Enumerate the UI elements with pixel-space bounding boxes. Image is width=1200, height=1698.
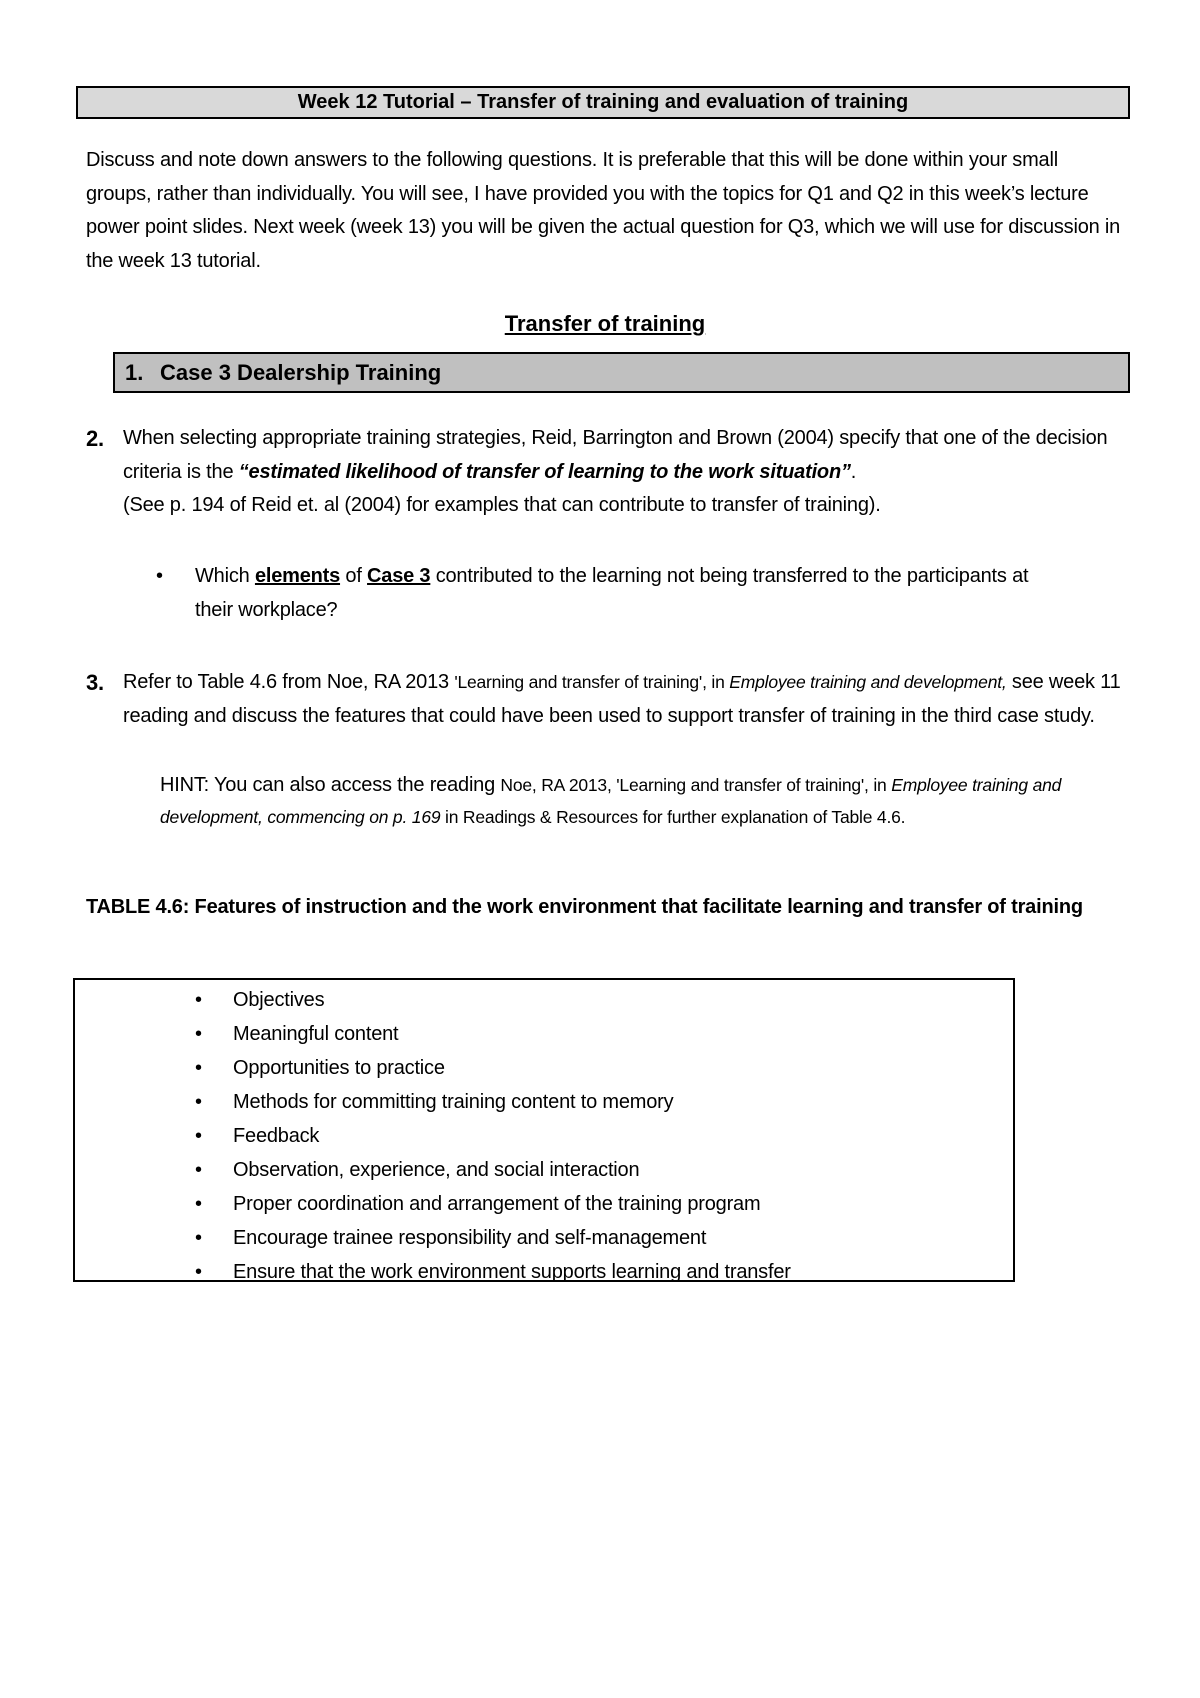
bullet-icon: • [195, 1057, 202, 1079]
list-item-text: Proper coordination and arrangement of the training program [233, 1193, 761, 1215]
list-item-text: Encourage trainee responsibility and self-management [233, 1227, 707, 1249]
question-3-body [123, 666, 1126, 733]
list-item-text: Meaningful content [233, 1023, 399, 1045]
question-2-text: When selecting appropriate training strategies, Reid, Barrington and Brown (2004) specify that one of the decision criteria is the [123, 427, 1108, 483]
question-3-text: Refer to Table 4.6 from Noe, RA 2013 [123, 671, 455, 693]
bullet-icon: • [195, 989, 202, 1011]
question-2-see-note: (See p. 194 of Reid et. al (2004) for examples that can contribute to transfer of training). [123, 494, 881, 516]
hint-paragraph [160, 769, 1130, 833]
hint-end: in Readings & Resources for further explanation of Table 4.6. [440, 807, 906, 827]
list-item [75, 1221, 1013, 1255]
list-item [75, 1119, 1013, 1153]
intro-paragraph: Discuss and note down answers to the following questions. It is preferable that this will be done within your small groups, rather than individually. You will see, I have provided you with the topics for Q1 and Q2 in this week’s lecture power point slides. Next week (week 13) you will be given the actual question for Q3, which we will use for discussion in the week 13 tutorial. [86, 149, 1121, 272]
hint-source: Noe, RA 2013, 'Learning and transfer of training', in [500, 775, 892, 795]
question-2-number: 2. [86, 426, 104, 451]
case-heading-box [113, 352, 1130, 393]
bullet-icon: • [195, 1261, 202, 1283]
bullet-text-part: Which [195, 565, 255, 587]
question-3-text-end: see week 11 reading and discuss the features that could have been used to support transfer of training in the third case study. [123, 671, 1121, 727]
list-item [75, 983, 1013, 1017]
bullet-emphasis-case: Case 3 [367, 565, 431, 587]
question-2 [86, 422, 1126, 523]
list-item-text: Ensure that the work environment supports learning and transfer [233, 1261, 791, 1283]
list-item [75, 1187, 1013, 1221]
question-2-bullet-text [195, 560, 1056, 627]
list-item-text: Observation, experience, and social interaction [233, 1159, 640, 1181]
list-item [75, 1017, 1013, 1051]
question-2-body [123, 422, 1126, 523]
question-3-source: 'Learning and transfer of training', in [454, 672, 730, 692]
hint-source-title: Employee training and development, commencing on p. 169 [160, 775, 1062, 827]
hint-label: HINT: You can also access the reading [160, 774, 501, 796]
bullet-icon: • [195, 1193, 202, 1215]
bullet-icon: • [156, 565, 163, 587]
question-2-quote-end: . [850, 460, 857, 483]
bullet-icon: • [195, 1159, 202, 1181]
bullet-icon: • [195, 1227, 202, 1249]
question-2-quote: “estimated likelihood of transfer of learning to the work situation” [238, 460, 851, 483]
bullet-text-part: contributed to the learning not being transferred to the participants at their workplace? [195, 565, 1029, 621]
bullet-emphasis-elements: elements [254, 565, 341, 587]
question-3-source-title: Employee training and development, [729, 672, 1007, 692]
section-heading: Transfer of training [504, 311, 706, 336]
list-item [75, 1051, 1013, 1085]
list-item-text: Opportunities to practice [233, 1057, 445, 1079]
page-title: Week 12 Tutorial – Transfer of training and evaluation of training [76, 86, 1130, 119]
question-3 [86, 666, 1126, 733]
list-item-text: Feedback [233, 1125, 320, 1147]
bullet-text-part: of [340, 565, 368, 587]
list-item-text: Methods for committing training content to memory [233, 1091, 674, 1113]
list-item-text: Objectives [233, 989, 325, 1011]
list-item [75, 1255, 1013, 1289]
features-list [75, 983, 1013, 1289]
bullet-icon: • [195, 1125, 202, 1147]
bullet-icon: • [195, 1091, 202, 1113]
question-3-number: 3. [86, 670, 104, 695]
features-table [73, 978, 1015, 1282]
bullet-icon: • [195, 1023, 202, 1045]
case-label: Case 3 Dealership Training [160, 360, 442, 385]
question-2-bullet [156, 560, 1056, 627]
list-item [75, 1153, 1013, 1187]
case-number: 1. [125, 360, 144, 385]
list-item [75, 1085, 1013, 1119]
table-caption: TABLE 4.6: Features of instruction and the work environment that facilitate learning and transfer of training [86, 896, 1083, 918]
